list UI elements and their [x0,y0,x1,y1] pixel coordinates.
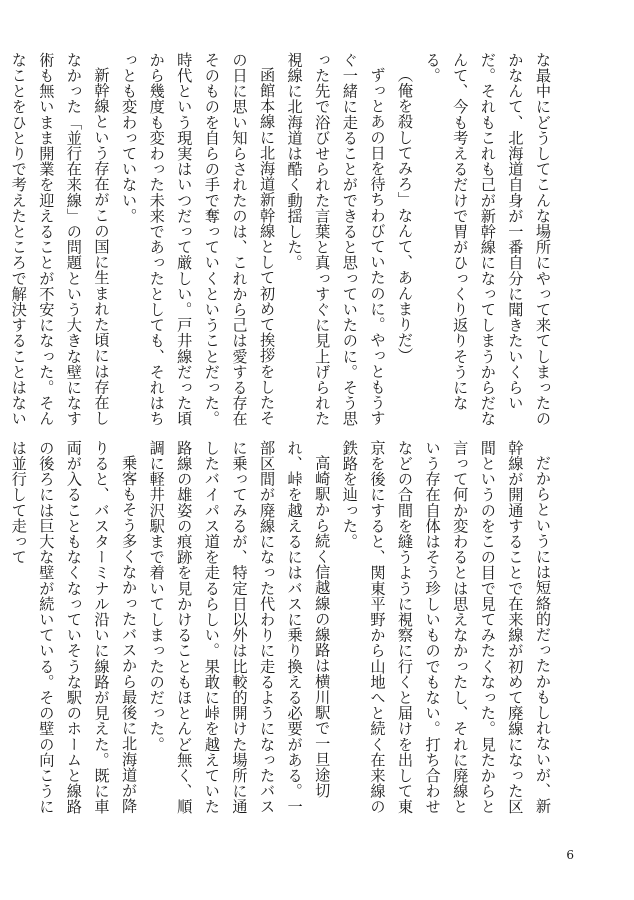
paragraph: 函館本線に北海道新幹線として初めて挨拶をしたその日に思い知らされたのは、これから己は愛する存在そのものを自らの手で奪っていくということだった。時代という現実はいつだって厳しい。戸井線だった頃から幾度も変わった未来であったとしても、それはちっとも変わっていない。 [120,52,277,427]
paragraph: 高崎駅から続く信越線の線路は横川駅で一旦途切れ、峠を越えるにはバスに乗り換える必要がある。一部区間が廃線になった代わりに走るようになったバスに乗ってみるが、特定日以外は比較的開けた場所に通したバイパス道を走るらしい。果敢に峠を越えていた路線の雄姿の痕跡を見かけることもほとんど無く、順調に軽井沢駅まで着いてしまったのだった。 [147,440,332,815]
paragraph: 乗客もそう多くなかったバスから最後に北海道が降りると、バスターミナル沿いに線路が見えた。既に車両が入ることもなくなっていそうな駅のホームと線路の後ろには巨大な壁が続いている。その壁の向こうには並行して走って [9,440,139,815]
paragraph: ずっとあの日を待ちわびていたのに。やっともうすぐ一緒に走ることができると思っていたのに。そう思った先で浴びせられた言葉と真っすぐに見上げられた視線に北海道は酷く動揺した。 [285,52,387,427]
paragraph: だからというには短絡的だったかもしれないが、新幹線が開通することで在来線が初めて廃線になった区間というのをこの目で見てみたくなった。見たからと言って何か変わるとは思えなかったし、それに廃線という存在自体はそう珍しいものでもない。打ち合わせなどの合間を縫うように視察に行くと届けを出して東京を後にすると、関東平野から山地へと続く在来線の鉄路を辿った。 [340,440,552,815]
text-block-top [9,52,556,430]
paragraph: （俺を殺してみろ」なんて、あんまりだ） [396,67,415,364]
paragraph: な最中にどうしてこんな場所にやって来てしまったのかなんて、北海道自身が一番自分に聞きたいくらいだ。それもこれも己が新幹線になってしまうからだなんて、今も考えるだけで胃がひっくり返りそうになる。 [423,52,552,427]
page-number: 6 [566,848,574,862]
paragraph: 新幹線という存在がこの国に生まれた頃には存在しなかった「並行在来線」の問題という大きな壁になす術も無いまま開業を迎えることが不安になった。そんなことをひとりで考えたところで解決することはない [9,52,111,427]
text-block-bottom [9,440,556,820]
